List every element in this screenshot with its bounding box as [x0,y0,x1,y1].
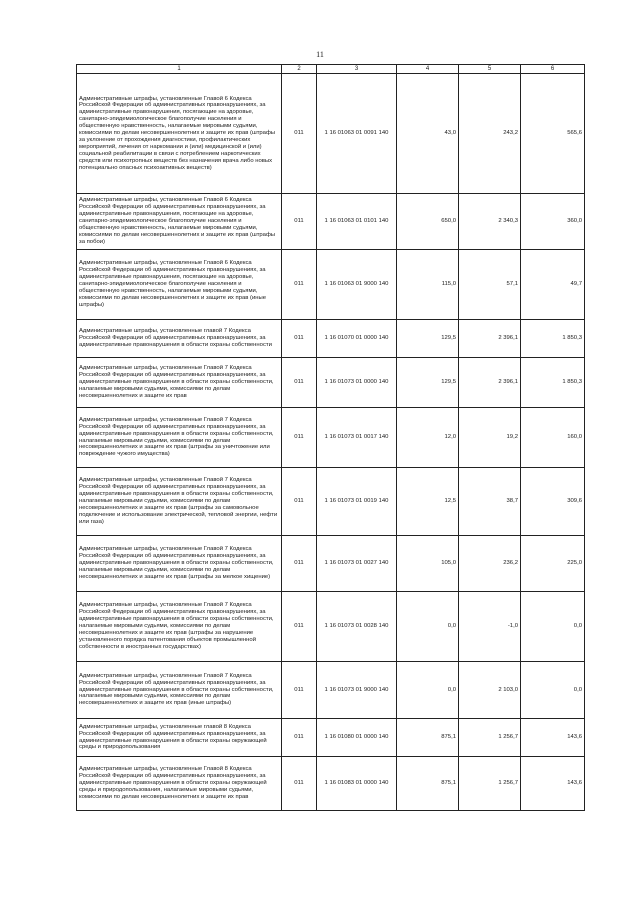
row-name-cell: Административные штрафы, установленные главой 7 Кодекса Российской Федерации об административных правонарушениях, за административные правонарушения в области охраны собственности [77,320,282,358]
table-row [77,320,585,358]
row-admin-code-cell: 011 [282,719,317,757]
row-value-1-cell: 0,0 [397,592,459,662]
row-name-cell: Административные штрафы, установленные Главой 6 Кодекса Российской Федерации об административных правонарушениях, за административные правонарушения, посягающие на здоровье, санитарно-эпидемиологическое благополучие населения и общественную нравственность, налагаемые мировыми судьями, комиссиями по делам несовершеннолетних и защите их прав (штрафы за уклонение от прохождения диагностики, профилактических мероприятий, лечения от наркомании и (или) медицинской и (или) социальной реабилитации в связи с потреблением наркотических средств или психотропных веществ без назначения врача либо новых потенциально опасных психоактивных веществ) [77,74,282,194]
table-row [77,662,585,719]
column-number-row [77,65,585,74]
table-row [77,250,585,320]
row-value-1-cell: 115,0 [397,250,459,320]
row-value-3-cell: 0,0 [521,662,585,719]
row-admin-code-cell: 011 [282,194,317,250]
row-value-1-cell: 875,1 [397,757,459,811]
row-value-1-cell: 43,0 [397,74,459,194]
row-kbk-code-cell: 1 16 01073 01 0000 140 [317,358,397,408]
row-value-2-cell: 1 256,7 [459,757,521,811]
row-kbk-code-cell: 1 16 01063 01 0101 140 [317,194,397,250]
row-value-3-cell: 160,0 [521,408,585,468]
row-value-1-cell: 129,5 [397,320,459,358]
column-number: 5 [459,65,521,74]
row-admin-code-cell: 011 [282,358,317,408]
row-kbk-code-cell: 1 16 01073 01 0017 140 [317,408,397,468]
row-value-2-cell: 1 256,7 [459,719,521,757]
page-number: 11 [316,50,324,59]
row-value-2-cell: 236,2 [459,536,521,592]
row-value-3-cell: 143,6 [521,757,585,811]
row-value-1-cell: 12,5 [397,468,459,536]
row-kbk-code-cell: 1 16 01083 01 0000 140 [317,757,397,811]
table-row [77,194,585,250]
row-kbk-code-cell: 1 16 01073 01 9000 140 [317,662,397,719]
row-name-cell: Административные штрафы, установленные Главой 7 Кодекса Российской Федерации об административных правонарушениях, за административные правонарушения в области охраны собственности, налагаемые мировыми судьями, комиссиями по делам несовершеннолетних и защите их прав (штрафы за самовольное подключение и использование электрической, тепловой энергии, нефти или газа) [77,468,282,536]
row-admin-code-cell: 011 [282,250,317,320]
row-name-cell: Административные штрафы, установленные Главой 6 Кодекса Российской Федерации об административных правонарушениях, за административные правонарушения, посягающие на здоровье, санитарно-эпидемиологическое благополучие населения и общественную нравственность, налагаемые мировыми судьями, комиссиями по делам несовершеннолетних и защите их прав (иные штрафы) [77,250,282,320]
row-admin-code-cell: 011 [282,757,317,811]
row-value-3-cell: 1 850,3 [521,358,585,408]
budget-revenue-table [76,64,585,811]
row-kbk-code-cell: 1 16 01073 01 0027 140 [317,536,397,592]
column-number: 2 [282,65,317,74]
row-value-3-cell: 1 850,3 [521,320,585,358]
row-name-cell: Административные штрафы, установленные Главой 7 Кодекса Российской Федерации об административных правонарушениях, за административные правонарушения в области охраны собственности, налагаемые мировыми судьями, комиссиями по делам несовершеннолетних и защите их прав (штрафы за уничтожение или повреждение чужого имущества) [77,408,282,468]
row-value-2-cell: 2 103,0 [459,662,521,719]
row-kbk-code-cell: 1 16 01073 01 0019 140 [317,468,397,536]
table-row [77,468,585,536]
row-kbk-code-cell: 1 16 01080 01 0000 140 [317,719,397,757]
column-number: 3 [317,65,397,74]
row-value-2-cell: 19,2 [459,408,521,468]
table-row [77,536,585,592]
table-row [77,719,585,757]
row-admin-code-cell: 011 [282,320,317,358]
row-value-1-cell: 0,0 [397,662,459,719]
row-value-2-cell: 57,1 [459,250,521,320]
row-value-1-cell: 875,1 [397,719,459,757]
row-value-2-cell: 243,2 [459,74,521,194]
row-value-2-cell: 2 396,1 [459,358,521,408]
row-kbk-code-cell: 1 16 01063 01 0091 140 [317,74,397,194]
row-name-cell: Административные штрафы, установленные Главой 7 Кодекса Российской Федерации об административных правонарушениях, за административные правонарушения в области охраны собственности, налагаемые мировыми судьями, комиссиями по делам несовершеннолетних и защите их прав (штрафы за нарушение установленного порядка патентования объектов промышленной собственности в иностранных государствах) [77,592,282,662]
row-admin-code-cell: 011 [282,408,317,468]
row-admin-code-cell: 011 [282,536,317,592]
row-name-cell: Административные штрафы, установленные Главой 8 Кодекса Российской Федерации об административных правонарушениях, за административные правонарушения в области охраны окружающей среды и природопользования, налагаемые мировыми судьями, комиссиями по делам несовершеннолетних и защите их прав [77,757,282,811]
row-name-cell: Административные штрафы, установленные Главой 7 Кодекса Российской Федерации об административных правонарушениях, за административные правонарушения в области охраны собственности, налагаемые мировыми судьями, комиссиями по делам несовершеннолетних и защите их прав (штрафы за мелкое хищение) [77,536,282,592]
row-value-2-cell: 2 340,3 [459,194,521,250]
row-value-3-cell: 143,6 [521,719,585,757]
row-kbk-code-cell: 1 16 01063 01 9000 140 [317,250,397,320]
row-admin-code-cell: 011 [282,74,317,194]
row-admin-code-cell: 011 [282,662,317,719]
row-value-2-cell: 38,7 [459,468,521,536]
row-value-2-cell: 2 396,1 [459,320,521,358]
row-name-cell: Административные штрафы, установленные Главой 7 Кодекса Российской Федерации об административных правонарушениях, за административные правонарушения в области охраны собственности, налагаемые мировыми судьями, комиссиями по делам несовершеннолетних и защите их прав (иные штрафы) [77,662,282,719]
row-admin-code-cell: 011 [282,592,317,662]
table-row [77,757,585,811]
row-kbk-code-cell: 1 16 01073 01 0028 140 [317,592,397,662]
column-number: 4 [397,65,459,74]
row-value-1-cell: 650,0 [397,194,459,250]
row-name-cell: Административные штрафы, установленные Главой 7 Кодекса Российской Федерации об административных правонарушениях, за административные правонарушения в области охраны собственности, налагаемые мировыми судьями, комиссиями по делам несовершеннолетних и защите их прав [77,358,282,408]
table-row [77,408,585,468]
table-row [77,74,585,194]
table-row [77,592,585,662]
row-value-3-cell: 360,0 [521,194,585,250]
row-value-1-cell: 129,5 [397,358,459,408]
row-name-cell: Административные штрафы, установленные Главой 6 Кодекса Российской Федерации об административных правонарушениях, за административные правонарушения, посягающие на здоровье, санитарно-эпидемиологическое благополучие населения и общественную нравственность, налагаемые мировыми судьями, комиссиями по делам несовершеннолетних и защите их прав (штрафы за побои) [77,194,282,250]
row-name-cell: Административные штрафы, установленные главой 8 Кодекса Российской Федерации об административных правонарушениях, за административные правонарушения в области охраны окружающей среды и природопользования [77,719,282,757]
row-value-3-cell: 0,0 [521,592,585,662]
row-kbk-code-cell: 1 16 01070 01 0000 140 [317,320,397,358]
column-number: 6 [521,65,585,74]
row-value-3-cell: 565,6 [521,74,585,194]
row-value-1-cell: 105,0 [397,536,459,592]
row-value-3-cell: 49,7 [521,250,585,320]
column-number: 1 [77,65,282,74]
row-value-1-cell: 12,0 [397,408,459,468]
row-admin-code-cell: 011 [282,468,317,536]
table-row [77,358,585,408]
row-value-3-cell: 309,6 [521,468,585,536]
row-value-3-cell: 225,0 [521,536,585,592]
row-value-2-cell: -1,0 [459,592,521,662]
